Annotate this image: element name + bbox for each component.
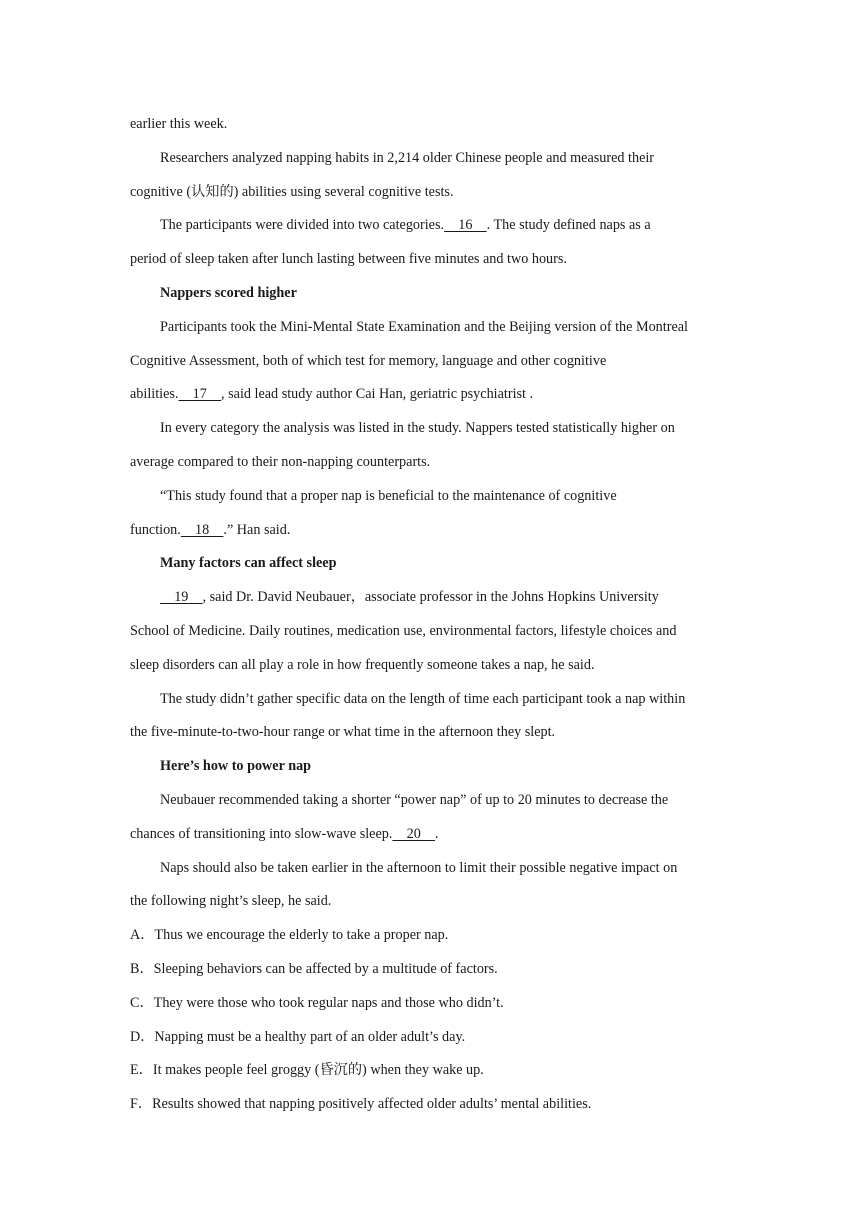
text-segment: Researchers analyzed napping habits in 2,214 older Chinese people and measured their	[160, 149, 655, 166]
text-line	[130, 919, 730, 953]
text-line	[130, 1021, 730, 1055]
text-segment: A．Thus we encourage the elderly to take a proper nap.	[130, 927, 449, 944]
text-segment: Many factors can affect sleep	[160, 555, 337, 572]
text-segment: Nappers scored higher	[160, 284, 297, 301]
document-page	[130, 108, 730, 1122]
text-line	[130, 311, 730, 345]
text-segment: “This study found that a proper nap is beneficial to the maintenance of cognitive	[160, 487, 617, 504]
text-line	[130, 649, 730, 683]
text-segment: the following night’s sleep, he said.	[130, 893, 332, 910]
text-segment: abilities.	[130, 386, 179, 403]
text-line	[130, 446, 730, 480]
text-segment: Naps should also be taken earlier in the afternoon to limit their possible negative impact on	[160, 859, 678, 876]
text-segment: earlier this week.	[130, 116, 228, 132]
text-line	[130, 818, 730, 852]
text-line	[130, 108, 730, 142]
text-line	[130, 176, 730, 210]
text-segment: D．Napping must be a healthy part of an older adult’s day.	[130, 1028, 466, 1045]
text-line	[130, 615, 730, 649]
text-segment: In every category the analysis was listed in the study. Nappers tested statistically higher on	[160, 420, 675, 437]
text-line	[130, 243, 730, 277]
text-line	[130, 1054, 730, 1088]
text-segment: Neubauer recommended taking a shorter “power nap” of up to 20 minutes to decrease the	[160, 791, 669, 808]
text-segment: .” Han said.	[223, 521, 291, 538]
text-segment: The study didn’t gather specific data on the length of time each participant took a nap within	[160, 690, 686, 707]
text-line	[130, 514, 730, 548]
text-segment: F．Results showed that napping positively affected older adults’ mental abilities.	[130, 1096, 592, 1113]
answer-blank: 17	[178, 386, 222, 403]
text-line	[130, 142, 730, 176]
text-segment: , said lead study author Cai Han, geriatric psychiatrist .	[221, 386, 534, 403]
text-segment: C．They were those who took regular naps and those who didn’t.	[130, 994, 504, 1011]
text-line	[130, 953, 730, 987]
text-line	[130, 480, 730, 514]
answer-blank: 18	[180, 521, 224, 538]
text-segment: chances of transitioning into slow-wave sleep.	[130, 825, 393, 842]
section-heading	[130, 750, 730, 784]
text-line	[130, 378, 730, 412]
text-segment: The participants were divided into two categories.	[160, 217, 445, 234]
section-heading	[130, 277, 730, 311]
text-line	[130, 345, 730, 379]
answer-blank: 16	[444, 217, 487, 234]
text-line	[130, 412, 730, 446]
text-segment: the five-minute-to-two-hour range or what time in the afternoon they slept.	[130, 724, 556, 741]
text-segment: cognitive (认知的) abilities using several cognitive tests.	[130, 183, 454, 200]
text-segment: period of sleep taken after lunch lasting between five minutes and two hours.	[130, 251, 567, 268]
text-line	[130, 852, 730, 886]
text-segment: . The study defined naps as a	[486, 217, 651, 234]
text-segment: average compared to their non-napping counterparts.	[130, 453, 431, 470]
answer-blank: 20	[392, 825, 435, 842]
text-line	[130, 683, 730, 717]
text-segment: E．It makes people feel groggy (昏沉的) when they wake up.	[130, 1062, 484, 1079]
text-segment: .	[434, 825, 439, 842]
text-segment: sleep disorders can all play a role in how frequently someone takes a nap, he said.	[130, 656, 595, 673]
text-segment: , said Dr. David Neubauer，associate professor in the Johns Hopkins University	[202, 589, 659, 606]
text-line	[130, 987, 730, 1021]
text-segment: B．Sleeping behaviors can be affected by a multitude of factors.	[130, 960, 498, 977]
text-line	[130, 885, 730, 919]
text-line	[130, 784, 730, 818]
answer-blank: 19	[160, 589, 203, 606]
text-line	[130, 716, 730, 750]
text-line	[130, 581, 730, 615]
section-heading	[130, 547, 730, 581]
text-segment: Here’s how to power nap	[160, 758, 312, 775]
text-segment: Participants took the Mini-Mental State Examination and the Beijing version of the Montreal	[160, 318, 688, 335]
text-line	[130, 1088, 730, 1122]
text-segment: School of Medicine. Daily routines, medication use, environmental factors, lifestyle choices and	[130, 622, 677, 639]
text-line	[130, 209, 730, 243]
text-segment: Cognitive Assessment, both of which test for memory, language and other cognitive	[130, 352, 607, 369]
text-segment: function.	[130, 521, 181, 538]
